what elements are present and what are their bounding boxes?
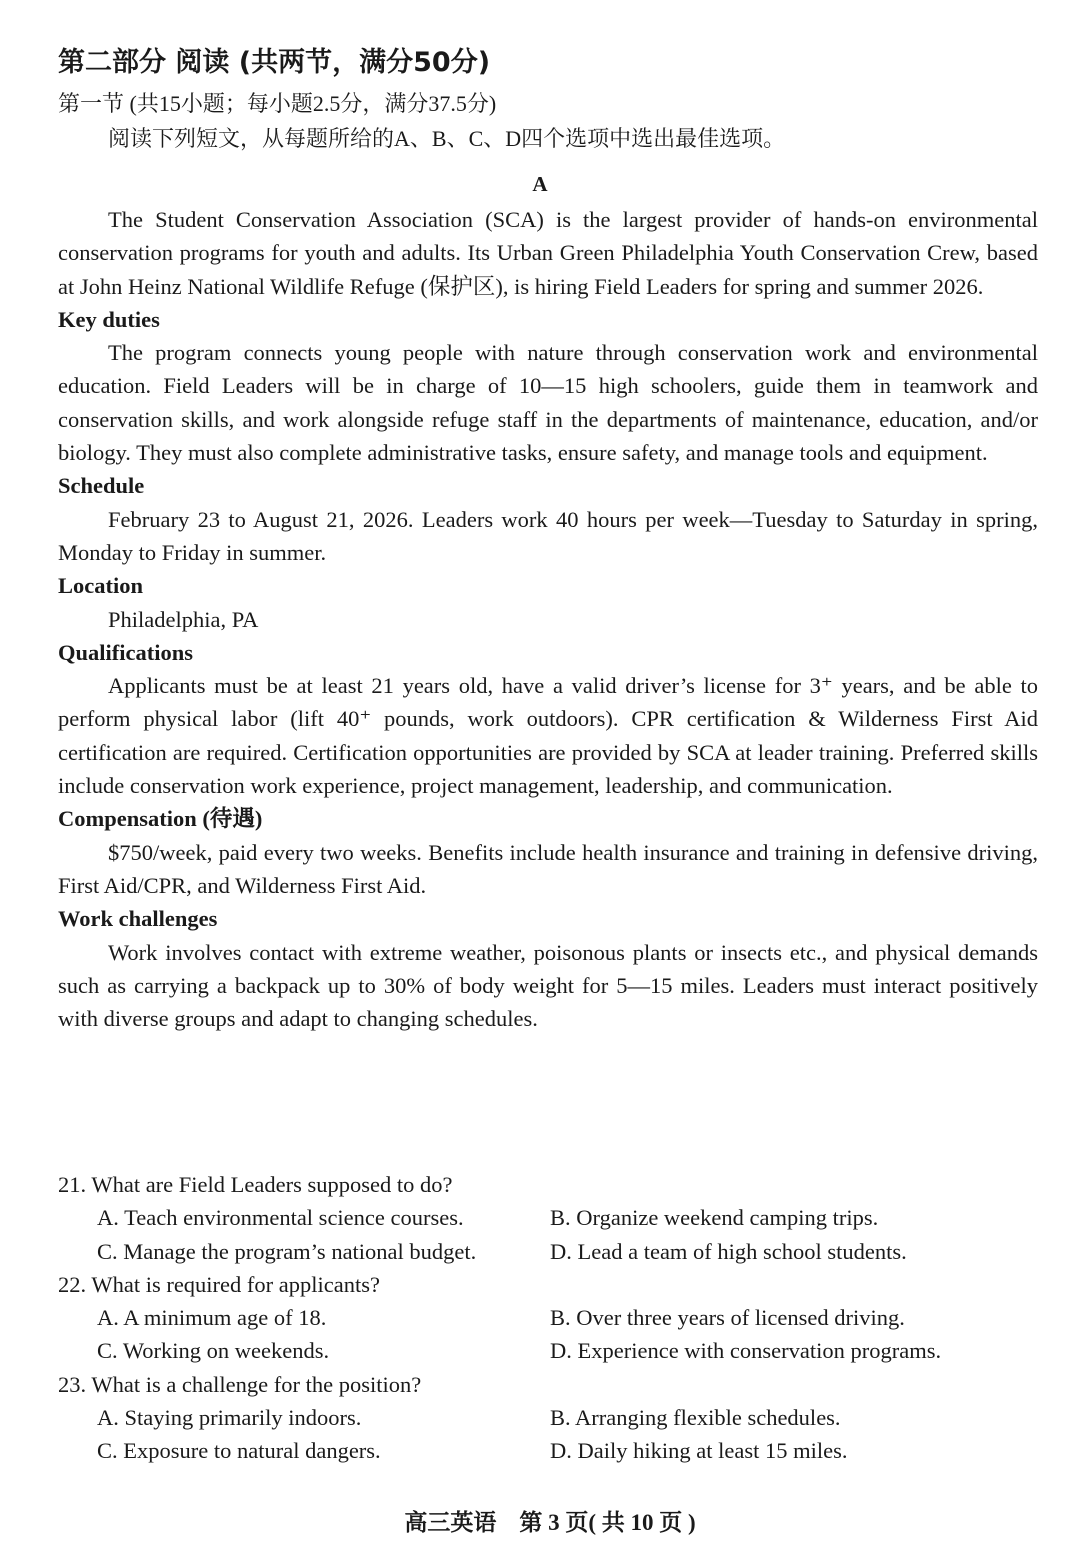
option-c: C. Manage the program’s national budget. (97, 1238, 477, 1264)
section-text-key-duties: The program connects young people with nature through conservation work and environmental education. Field Leaders will be in charge of 10—15 high schoolers, guide them in teamwork and conservation skills, and work alongside refuge staff in the departments of maintenance, education, and/or biology. They must also complete administrative tasks, ensure safety, and manage tools and equipment. (58, 340, 1038, 466)
section-heading-schedule: Schedule (58, 473, 145, 499)
section-heading-work-challenges: Work challenges (58, 906, 218, 932)
part-heading: 第二部分 阅读 (共两节，满分50分) (58, 47, 491, 78)
section-text-location: Philadelphia, PA (108, 606, 259, 632)
section-heading: 第一节 (共15小题；每小题2.5分，满分37.5分) (58, 91, 497, 116)
section-heading-qualifications: Qualifications (58, 639, 194, 665)
question-stem: 21. What are Field Leaders supposed to do? (58, 1172, 453, 1197)
section-heading-compensation: Compensation (待遇) (58, 806, 263, 832)
option-c: C. Working on weekends. (97, 1338, 330, 1364)
option-d: D. Daily hiking at least 15 miles. (550, 1438, 848, 1464)
option-c: C. Exposure to natural dangers. (97, 1438, 381, 1464)
option-b: B. Over three years of licensed driving. (550, 1305, 905, 1331)
option-a: A. Teach environmental science courses. (97, 1205, 464, 1231)
section-text-work-challenges: Work involves contact with extreme weather, poisonous plants or insects etc., and physical demands such as carrying a backpack up to 30% of body weight for 5—15 miles. Leaders must interact positively with diverse groups and adapt to changing schedules. (58, 939, 1038, 1032)
questions (58, 1168, 1038, 1468)
passage-intro: The Student Conservation Association (SCA) is the largest provider of hands-on environmental conservation programs for youth and adults. Its Urban Green Philadelphia Youth Conservation Crew, based at John Heinz National Wildlife Refuge (保护区), is hiring Field Leaders for spring and summer 2026. (58, 207, 1038, 299)
question-21 (58, 1168, 1038, 1268)
option-b: B. Organize weekend camping trips. (550, 1205, 879, 1231)
passage-title: A (532, 172, 548, 196)
option-a: A. A minimum age of 18. (97, 1305, 327, 1331)
section-text-qualifications: Applicants must be at least 21 years old, have a valid driver’s license for 3⁺ years, and be able to perform physical labor (lift 40⁺ pounds, work outdoors). CPR certification & Wilderness First Aid certification are required. Certification opportunities are provided by SCA at leader training. Preferred skills include conservation work experience, project management, leadership, and communication. (58, 673, 1038, 799)
question-stem: 23. What is a challenge for the position? (58, 1371, 422, 1397)
question-22 (58, 1268, 1038, 1368)
option-d: D. Experience with conservation programs. (550, 1338, 942, 1364)
option-b: B. Arranging flexible schedules. (550, 1405, 841, 1431)
instruction: 阅读下列短文，从每题所给的A、B、C、D四个选项中选出最佳选项。 (108, 126, 786, 151)
question-stem: 22. What is required for applicants? (58, 1271, 380, 1297)
option-a: A. Staying primarily indoors. (97, 1405, 362, 1431)
section-text-compensation: $750/week, paid every two weeks. Benefits include health insurance and training in defensive driving, First Aid/CPR, and Wilderness First Aid. (58, 839, 1038, 898)
section-heading-key-duties: Key duties (58, 306, 160, 332)
section-text-schedule: February 23 to August 21, 2026. Leaders work 40 hours per week—Tuesday to Saturday in spring, Monday to Friday in summer. (58, 506, 1038, 565)
passage (58, 203, 1038, 1035)
section-heading-location: Location (58, 573, 144, 599)
page-footer: 高三英语 第 3 页( 共 10 页 ) (404, 1510, 696, 1535)
option-d: D. Lead a team of high school students. (550, 1238, 907, 1264)
question-23 (58, 1368, 1038, 1468)
